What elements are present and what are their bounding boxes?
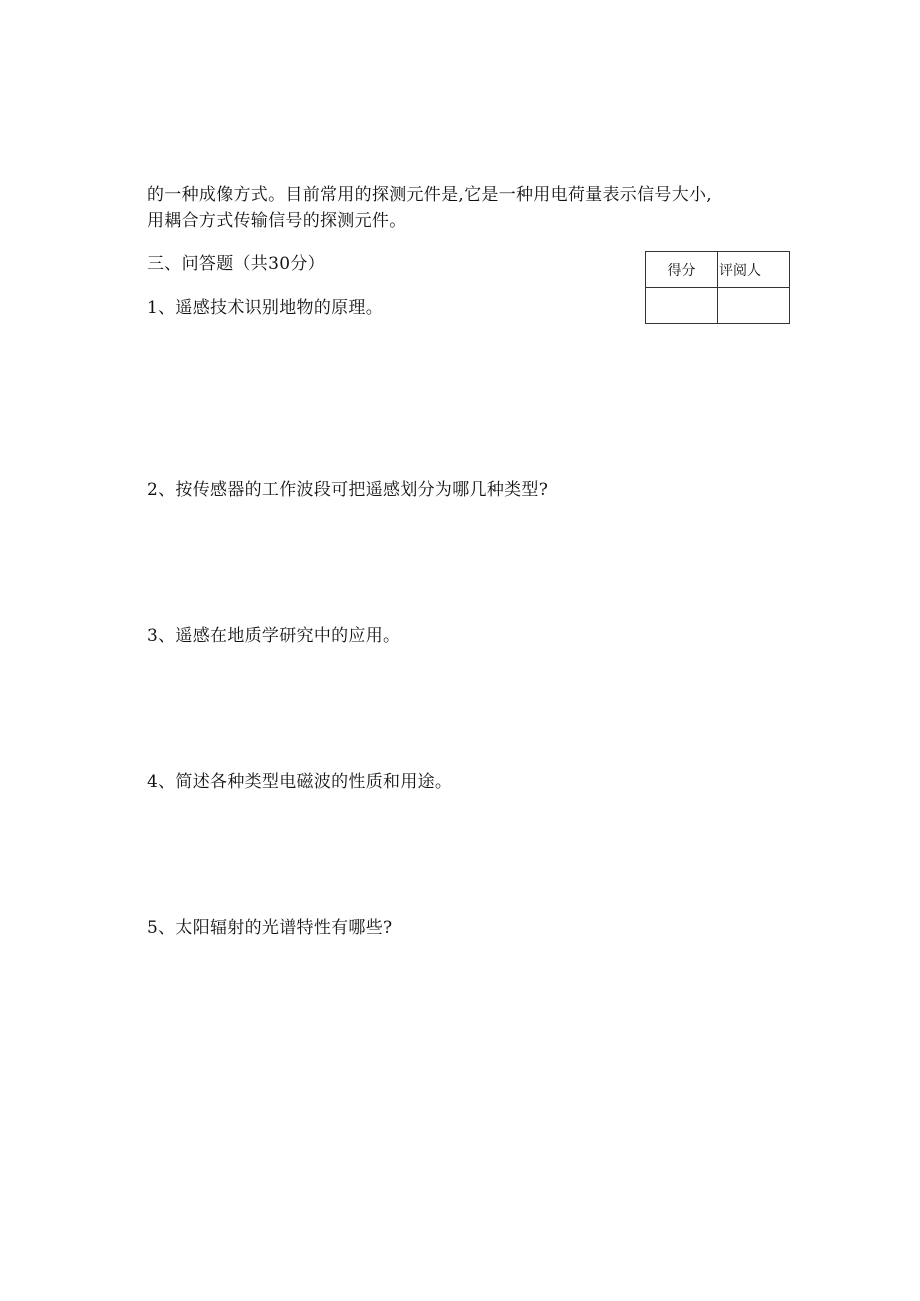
score-entry-cell[interactable] [646, 288, 718, 324]
question-2: 2、按传感器的工作波段可把遥感划分为哪几种类型? [147, 480, 549, 500]
score-label: 得分 [646, 252, 718, 288]
score-box-entry-row [646, 288, 790, 324]
reviewer-entry-cell[interactable] [718, 288, 790, 324]
score-box [645, 251, 790, 324]
question-4: 4、简述各种类型电磁波的性质和用途。 [147, 772, 453, 792]
section-heading: 三、问答题（共30分） [147, 254, 325, 274]
question-3: 3、遥感在地质学研究中的应用。 [147, 626, 401, 646]
passage-line-2: 用耦合方式传输信号的探测元件。 [147, 211, 407, 231]
question-5: 5、太阳辐射的光谱特性有哪些? [147, 918, 393, 938]
reviewer-label: 评阅人 [718, 252, 790, 288]
score-box-header-row [646, 252, 790, 288]
question-1: 1、遥感技术识别地物的原理。 [147, 298, 384, 318]
passage-line-1: 的一种成像方式。目前常用的探测元件是,它是一种用电荷量表示信号大小, [147, 185, 713, 205]
